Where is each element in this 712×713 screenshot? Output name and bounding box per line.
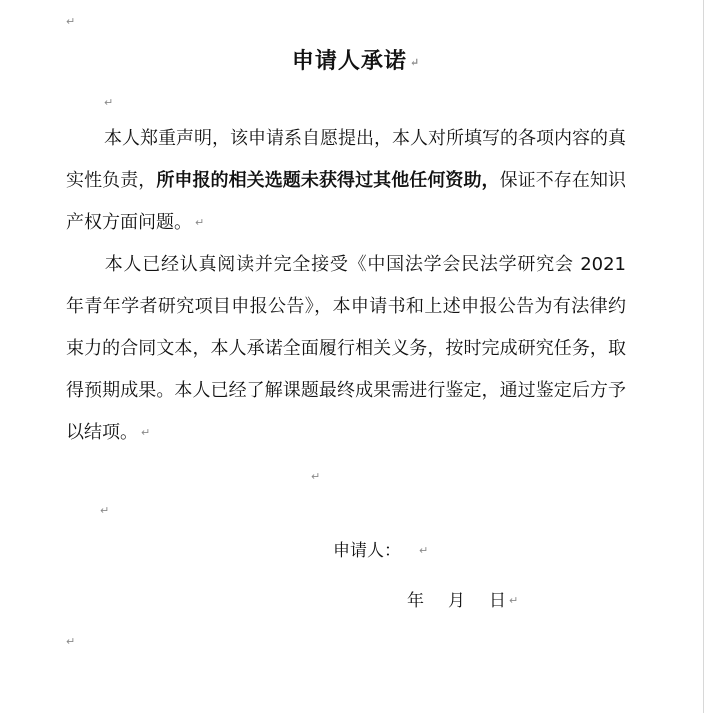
paragraph-mark: ↵ <box>311 470 321 483</box>
paragraph-mark: ↵ <box>195 216 205 229</box>
date-line <box>407 586 518 611</box>
paragraph2-text: 本人已经认真阅读并完全接受《中国法学会民法学研究会 2021 年青年学者研究项目申报公告》，本申请书和上述申报公告为有法律约束力的合同文本，本人承诺全面履行相关义务，按时完成研究任务，取得预期成果。本人已经了解课题最终成果需进行鉴定，通过鉴定后方予以结项。 <box>66 254 626 443</box>
paragraph-mark: ↵ <box>409 56 421 69</box>
document-title <box>0 44 712 75</box>
paragraph-mark: ↵ <box>66 635 76 648</box>
paragraph-mark: ↵ <box>141 426 151 439</box>
paragraph-mark: ↵ <box>104 96 114 109</box>
date-day-label: 日 <box>489 591 506 611</box>
signature-line <box>333 536 428 561</box>
paragraph-mark: ↵ <box>66 15 76 28</box>
commitment-paragraph <box>66 244 626 454</box>
paragraph1-text-a: 本人郑重声明，该申请系自愿提出，本人对所填写的各项内容的真实性负责， <box>66 128 626 191</box>
paragraph-mark: ↵ <box>419 544 429 557</box>
date-month-label: 月 <box>448 591 465 611</box>
paragraph1-bold-text: 所申报的相关选题未获得过其他任何资助， <box>156 170 500 191</box>
declaration-paragraph <box>66 118 626 244</box>
paragraph-mark: ↵ <box>100 504 110 517</box>
title-text: 申请人承诺 <box>291 48 407 74</box>
paragraph-mark: ↵ <box>509 594 519 607</box>
page-edge <box>703 0 704 713</box>
date-year-label: 年 <box>407 591 424 611</box>
signature-label: 申请人： <box>333 541 401 561</box>
paragraph1-text-b: 保证不存在知识产权方面问题。 <box>66 170 627 233</box>
